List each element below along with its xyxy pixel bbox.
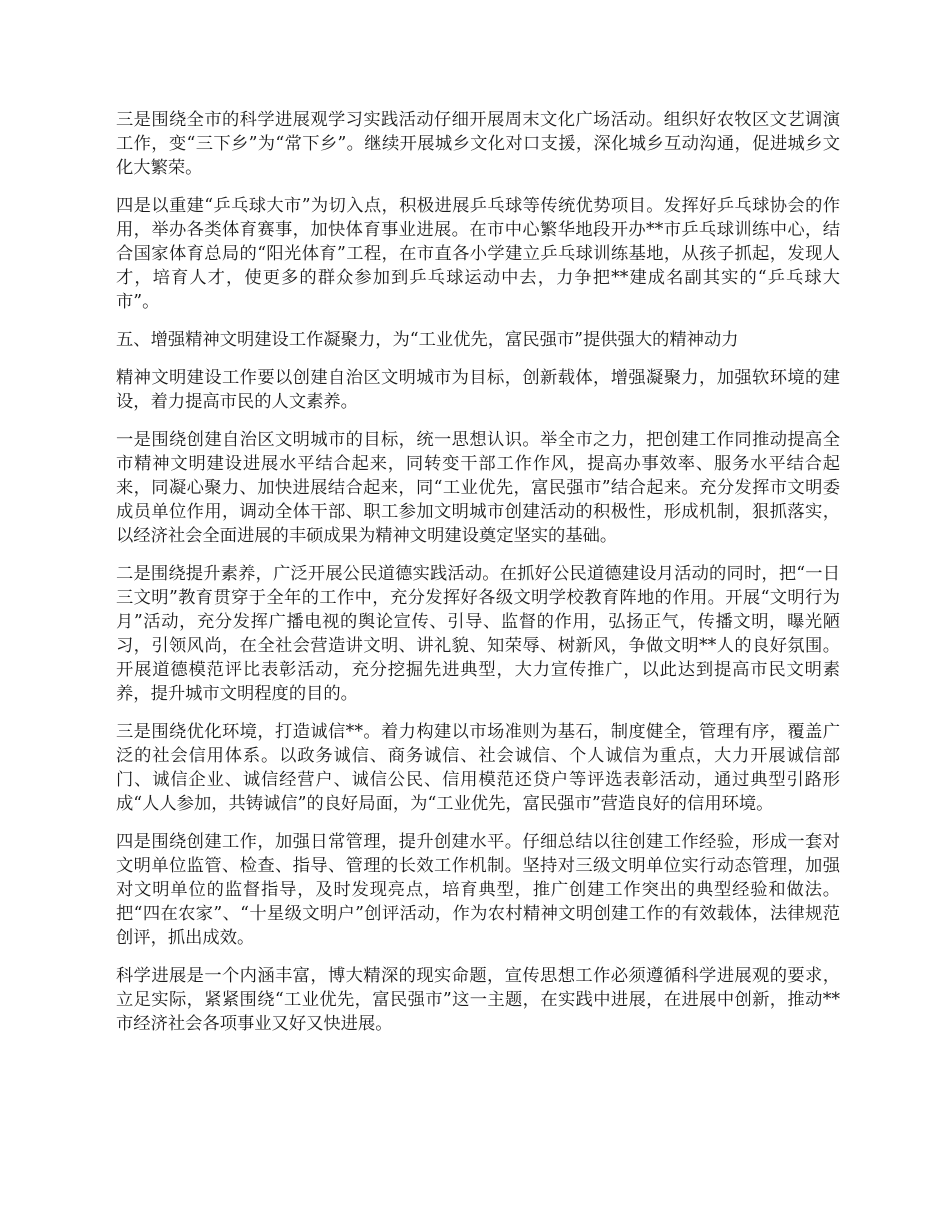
paragraph-conclusion: 科学进展是一个内涵丰富，博大精深的现实命题，宣传思想工作必须遵循科学进展观的要求，立足实际，紧紧围绕“工业优先，富民强市”这一主题，在实践中进展，在进展中创新，推动**市经济社会各项事业又好又快进展。 xyxy=(116,966,840,1034)
paragraph-civilized-city: 一是围绕创建自治区文明城市的目标，统一思想认识。举全市之力，把创建工作同推动提高全市精神文明建设进展水平结合起来，同转变干部工作作风，提高办事效率、服务水平结合起来，同凝心聚力、加快进展结合起来，同“工业优先，富民强市”结合起来。充分发挥市文明委成员单位作用，调动全体干部、职工参加文明城市创建活动的积极性，形成机制，狠抓落实，以经济社会全面进展的丰硕成果为精神文明建设奠定坚实的基础。 xyxy=(116,430,840,546)
document-body xyxy=(116,108,840,1050)
paragraph-culture-square: 三是围绕全市的科学进展观学习实践活动仔细开展周末文化广场活动。组织好农牧区文艺调演工作，变“三下乡”为“常下乡”。继续开展城乡文化对口支援，深化城乡互动沟通，促进城乡文化大繁荣。 xyxy=(116,110,840,178)
paragraph-civilization-goal: 精神文明建设工作要以创建自治区文明城市为目标，创新载体，增强凝聚力，加强软环境的建设，着力提高市民的人文素养。 xyxy=(116,368,840,412)
section-heading-spiritual-civilization: 五、增强精神文明建设工作凝聚力，为“工业优先，富民强市”提供强大的精神动力 xyxy=(116,330,739,350)
paragraph-citizen-morality: 二是围绕提升素养，广泛开展公民道德实践活动。在抓好公民道德建设月活动的同时，把“一日三文明”教育贯穿于全年的工作中，充分发挥好各级文明学校教育阵地的作用。开展“文明行为月”活动，充分发挥广播电视的舆论宣传、引导、监督的作用，弘扬正气，传播文明，曝光陋习，引领风尚，在全社会营造讲文明、讲礼貌、知荣辱、树新风，争做文明**人的良好氛围。开展道德模范评比表彰活动，充分挖掘先进典型，大力宣传推广，以此达到提高市民文明素养，提升城市文明程度的目的。 xyxy=(116,564,840,704)
paragraph-table-tennis: 四是以重建“乒乓球大市”为切入点，积极进展乒乓球等传统优势项目。发挥好乒乓球协会的作用，举办各类体育赛事，加快体育事业进展。在市中心繁华地段开办**市乒乓球训练中心，结合国家体育总局的“阳光体育”工程，在市直各小学建立乒乓球训练基地，从孩子抓起，发现人才，培育人才，使更多的群众参加到乒乓球运动中去，力争把**建成名副其实的“乒乓球大市”。 xyxy=(116,196,840,312)
paragraph-daily-management: 四是围绕创建工作，加强日常管理，提升创建水平。仔细总结以往创建工作经验，形成一套对文明单位监管、检查、指导、管理的长效工作机制。坚持对三级文明单位实行动态管理，加强对文明单位的监督指导，及时发现亮点，培育典型，推广创建工作突出的典型经验和做法。把“四在农家”、“十星级文明户”创评活动，作为农村精神文明创建工作的有效载体，法律规范创评，抓出成效。 xyxy=(116,832,840,948)
paragraph-credit-environment: 三是围绕优化环境，打造诚信**。着力构建以市场准则为基石，制度健全，管理有序，覆盖广泛的社会信用体系。以政务诚信、商务诚信、社会诚信、个人诚信为重点，大力开展诚信部门、诚信企业、诚信经营户、诚信公民、信用模范还贷户等评选表彰活动，通过典型引路形成“人人参加，共铸诚信”的良好局面，为“工业优先，富民强市”营造良好的信用环境。 xyxy=(116,722,840,814)
